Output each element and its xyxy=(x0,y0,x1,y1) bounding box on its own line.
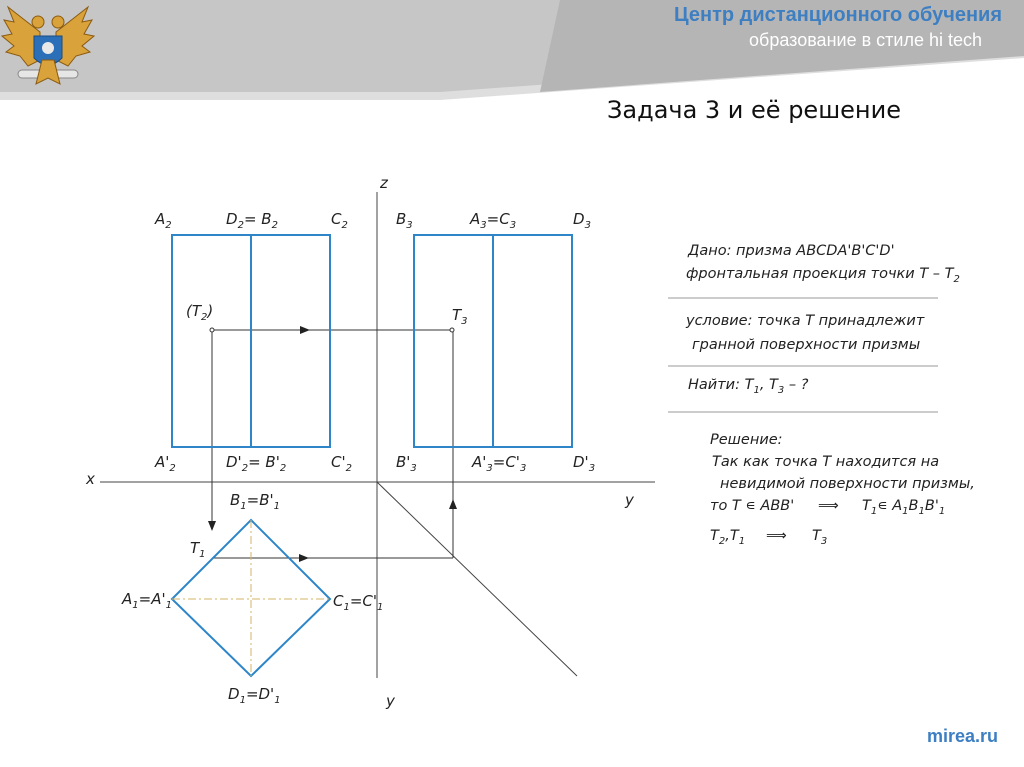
org-title: Центр дистанционного обучения xyxy=(674,4,1002,26)
label-t2: $(T_2)$ xyxy=(186,302,214,323)
solution-line-2: невидимой поверхности призмы, xyxy=(720,476,975,492)
label-d1: $D_1=D'_1$ xyxy=(228,685,281,706)
given-line-1: Дано: призма ABCDA'B'C'D' xyxy=(688,243,895,259)
label-b3-prime: $B'_3$ xyxy=(396,453,417,474)
label-c2: $C_2$ xyxy=(331,210,348,231)
y-axis-label-right: y xyxy=(625,491,634,509)
solution-line-1: Так как точка T находится на xyxy=(712,454,940,470)
label-a3-c3: $A_3=C_3$ xyxy=(470,210,517,231)
label-a2-prime: $A'_2$ xyxy=(155,453,176,474)
label-d3: $D_3$ xyxy=(573,210,591,231)
label-a2: $A_2$ xyxy=(155,210,172,231)
label-a3-c3-prime: $A'_3=C'_3$ xyxy=(472,453,527,474)
condition-line-1: условие: точка T принадлежит xyxy=(686,313,925,329)
label-b3: $B_3$ xyxy=(396,210,413,231)
z-axis-label: z xyxy=(380,174,388,192)
condition-line-2: гранной поверхности призмы xyxy=(692,337,921,353)
solution-title: Решение: xyxy=(710,432,783,448)
label-c1: $C_1=C'_1$ xyxy=(333,592,384,613)
label-d2-b2-prime: $D'_2= B'_2$ xyxy=(226,453,287,474)
x-axis-label: x xyxy=(86,470,95,488)
t2-point xyxy=(210,328,214,332)
label-c2-prime: $C'_2$ xyxy=(331,453,352,474)
given-line-2: фронтальная проекция точки T – $T_2$ xyxy=(686,266,960,285)
org-subtitle: образование в стиле hi tech xyxy=(749,30,982,50)
diagonal-line xyxy=(377,482,577,676)
label-t1: $T_1$ xyxy=(190,539,206,560)
y-axis-label-bottom: y xyxy=(386,692,395,710)
solution-line-4: $T_2,T_1$ ⟹ $T_3$ xyxy=(710,528,828,547)
label-a1: $A_1=A'_1$ xyxy=(122,590,172,611)
label-d2-b2: $D_2= B_2$ xyxy=(226,210,278,231)
label-t3: $T_3$ xyxy=(452,306,468,327)
solution-line-3: то T ∊ ABB' ⟹ $T_1∊$ $A_1B_1B'_1$ xyxy=(710,498,946,517)
label-d3-prime: $D'_3$ xyxy=(573,453,596,474)
footer-url: mirea.ru xyxy=(926,726,998,746)
label-b1: $B_1=B'_1$ xyxy=(230,491,281,512)
t3-point xyxy=(450,328,454,332)
slide-title: Задача 3 и её решение xyxy=(607,96,901,124)
find-line: Найти: $T_1$, $T_3$ – ? xyxy=(688,377,809,396)
